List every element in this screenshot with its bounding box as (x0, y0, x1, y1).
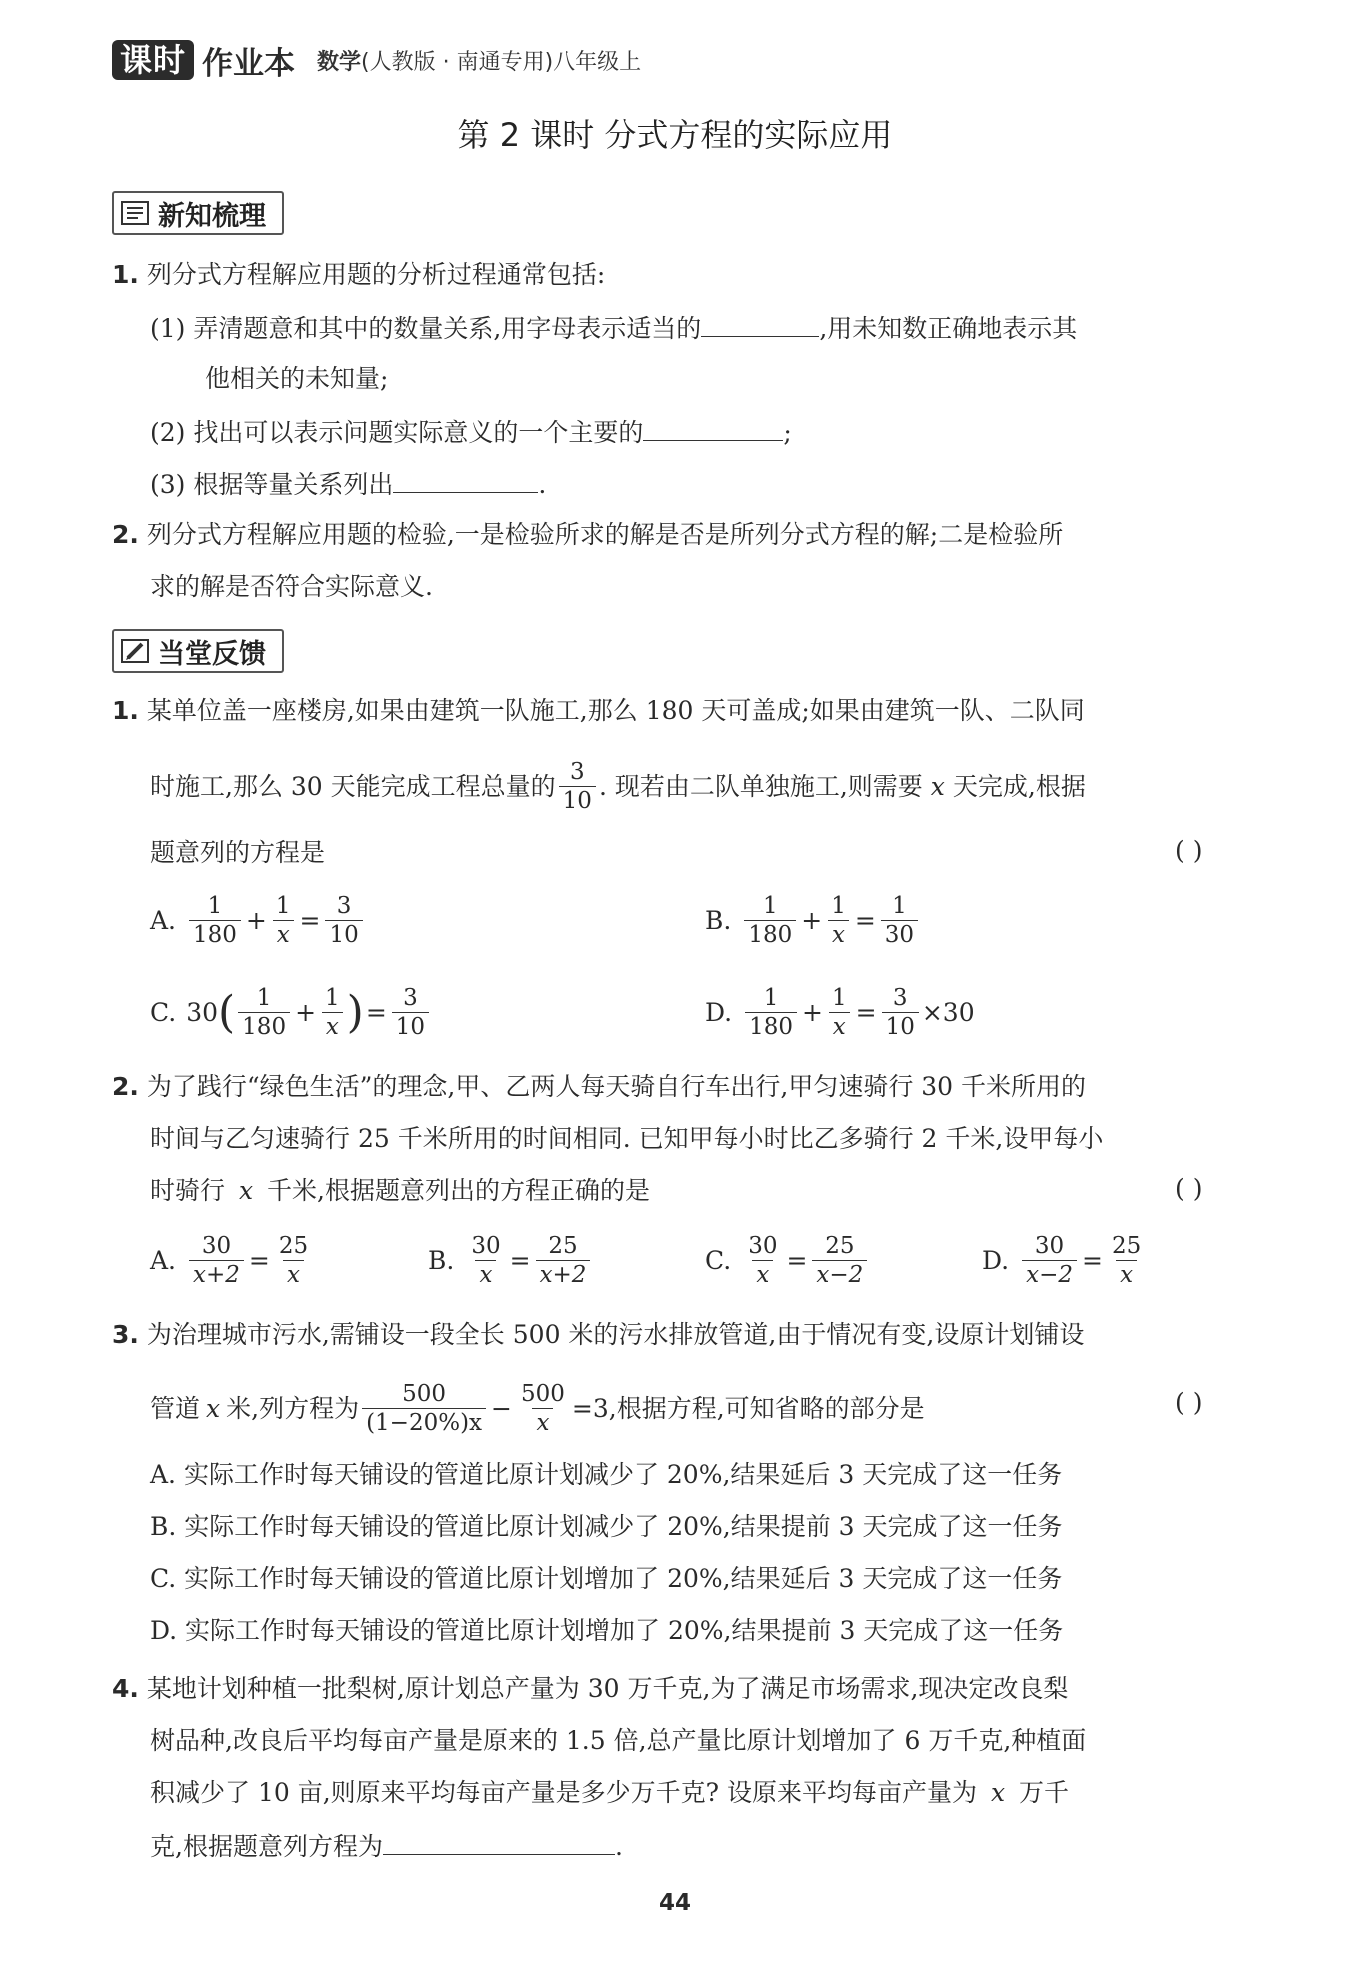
q3-option-d[interactable]: D. 实际工作时每天铺设的管道比原计划增加了 20%,结果提前 3 天完成了这一任务 (150, 1616, 1064, 1645)
s1-item-2: 2. 列分式方程解应用题的检验,一是检验所求的解是否是所列分式方程的解;二是检验所 (112, 520, 1064, 549)
s1-item-1-sub2: (2) 找出可以表示问题实际意义的一个主要的 ; (150, 414, 792, 450)
q2-line-1: 2. 为了践行“绿色生活”的理念,甲、乙两人每天骑自行车出行,甲匀速骑行 30 千米所用的 (112, 1072, 1087, 1101)
pencil-icon (120, 637, 150, 665)
q2-option-c[interactable]: C. $\frac{30}{x}$ = $\frac{25}{x-2}$ (705, 1232, 870, 1289)
section-heading-label: 当堂反馈 (158, 638, 266, 670)
subject: 数学 (317, 49, 362, 75)
q1-option-d[interactable]: D. $\frac{1}{180}$ + $\frac{1}{x}$ = $\frac{3}{10}$ ×30 (705, 985, 975, 1040)
q4-line-4: 克,根据题意列方程为 . (150, 1828, 623, 1864)
q1-line-1: 1. 某单位盖一座楼房,如果由建筑一队施工,那么 180 天可盖成;如果由建筑一队、二队同 (112, 696, 1085, 725)
q3-option-c[interactable]: C. 实际工作时每天铺设的管道比原计划增加了 20%,结果延后 3 天完成了这一任务 (150, 1564, 1063, 1593)
s1-item-1-sub3: (3) 根据等量关系列出 . (150, 466, 546, 502)
q2-line-3: 时骑行 x 千米,根据题意列出的方程正确的是 (150, 1176, 650, 1205)
fraction: $\frac{500}{x}$ (520, 1381, 565, 1436)
q2-option-b[interactable]: B. $\frac{30}{x}$ = $\frac{25}{x+2}$ (428, 1232, 593, 1289)
logo-mark: 课时 (112, 40, 194, 80)
q4-line-3: 积减少了 10 亩,则原来平均每亩产量是多少万千克? 设原来平均每亩产量为 x 万千 (150, 1778, 1070, 1807)
q1-line-2: 时施工,那么 30 天能完成工程总量的 $\frac{3}{10}$ . 现若由二队单独施工,则需要 x 天完成,根据 (150, 759, 1086, 814)
header-logo (112, 38, 641, 82)
answer-blank[interactable] (701, 310, 819, 337)
q3-line-1: 3. 为治理城市污水,需铺设一段全长 500 米的污水排放管道,由于情况有变,设原计划铺设 (112, 1320, 1085, 1349)
book-info (317, 45, 641, 76)
s1-item-1-sub1: (1) 弄清题意和其中的数量关系,用字母表示适当的 ,用未知数正确地表示其 (150, 310, 1077, 346)
fraction: $\frac{500}{(1-20\%)x}$ (362, 1380, 486, 1437)
answer-blank[interactable] (643, 414, 783, 441)
q3-option-a[interactable]: A. 实际工作时每天铺设的管道比原计划减少了 20%,结果延后 3 天完成了这一任务 (150, 1460, 1063, 1489)
section-heading-label: 新知梳理 (158, 200, 266, 232)
answer-paren[interactable]: ( ) (1175, 836, 1203, 865)
book-icon (120, 199, 150, 227)
answer-paren[interactable]: ( ) (1175, 1388, 1203, 1417)
q3-line-2: 管道 x 米,列方程为 $\frac{500}{(1-20\%)x}$ − $\frac{500}{x}$ =3,根据方程,可知省略的部分是 (150, 1381, 925, 1436)
q2-option-d[interactable]: D. $\frac{30}{x-2}$ = $\frac{25}{x}$ (982, 1233, 1142, 1288)
q2-line-2: 时间与乙匀速骑行 25 千米所用的时间相同. 已知甲每小时比乙多骑行 2 千米,设甲每小 (150, 1124, 1104, 1153)
answer-blank[interactable] (393, 466, 538, 493)
answer-paren[interactable]: ( ) (1175, 1174, 1203, 1203)
s1-item-1: 1. 列分式方程解应用题的分析过程通常包括: (112, 260, 606, 289)
page-number: 44 (658, 1890, 691, 1916)
fraction: $\frac{3}{10}$ (559, 758, 596, 815)
q1-option-b[interactable]: B. $\frac{1}{180}$ + $\frac{1}{x}$ = $\frac{1}{30}$ (705, 892, 921, 949)
q4-line-1: 4. 某地计划种植一批梨树,原计划总产量为 30 万千克,为了满足市场需求,现决定改良梨 (112, 1674, 1069, 1703)
section-heading-new-knowledge (112, 191, 284, 235)
lesson-title: 第 2 课时 分式方程的实际应用 (457, 116, 893, 154)
section-heading-feedback (112, 629, 284, 673)
q1-line-3: 题意列的方程是 (150, 838, 326, 867)
edition: (人教版 · 南通专用)八年级上 (361, 49, 642, 75)
s1-item-2-cont: 求的解是否符合实际意义. (150, 572, 433, 601)
q4-line-2: 树品种,改良后平均每亩产量是原来的 1.5 倍,总产量比原计划增加了 6 万千克,种植面 (150, 1726, 1087, 1755)
q3-option-b[interactable]: B. 实际工作时每天铺设的管道比原计划减少了 20%,结果提前 3 天完成了这一任务 (150, 1512, 1063, 1541)
q2-option-a[interactable]: A. $\frac{30}{x+2}$ = $\frac{25}{x}$ (150, 1233, 309, 1288)
q1-option-a[interactable]: A. $\frac{1}{180}$ + $\frac{1}{x}$ = $\frac{3}{10}$ (150, 892, 366, 949)
answer-blank[interactable] (383, 1828, 615, 1855)
logo-text: 作业本 (202, 45, 296, 82)
s1-item-1-sub1-cont: 他相关的未知量; (205, 364, 389, 393)
q1-option-c[interactable]: C. 30 ( $\frac{1}{180}$ + $\frac{1}{x}$ ) = $\frac{3}{10}$ (150, 984, 432, 1041)
